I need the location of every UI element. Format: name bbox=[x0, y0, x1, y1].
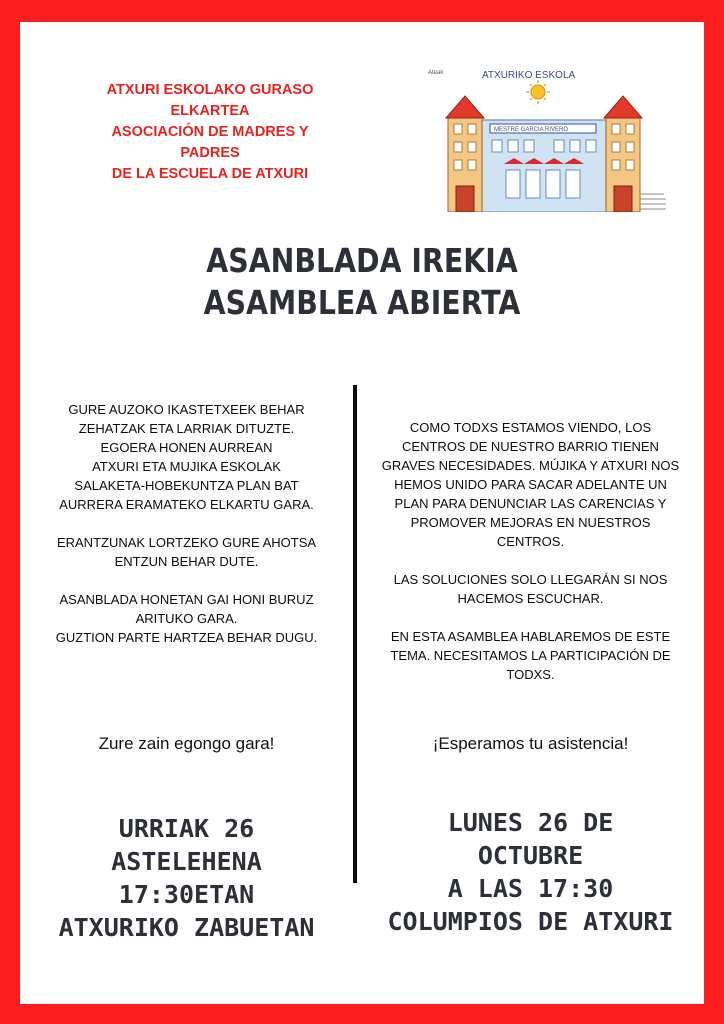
spanish-line: TODXS. bbox=[506, 667, 555, 682]
basque-line: GURE AUZOKO IKASTETXEEK BEHAR bbox=[68, 402, 305, 417]
org-line: ASOCIACIÓN DE MADRES Y bbox=[111, 124, 309, 140]
basque-line: ATXURI ETA MUJIKA ESKOLAK bbox=[92, 459, 281, 474]
basque-line: GUZTION PARTE HARTZEA BEHAR DUGU. bbox=[55, 630, 318, 645]
organization-name bbox=[70, 80, 350, 185]
basque-line: EGOERA HONEN AURREAN bbox=[100, 440, 273, 455]
spanish-info-line: OCTUBRE bbox=[477, 841, 584, 870]
spanish-line: PLAN PARA DENUNCIAR LAS CARENCIAS Y bbox=[394, 496, 667, 511]
spanish-event-info bbox=[357, 806, 704, 938]
basque-line: ASANBLADA HONETAN GAI HONI BURUZ bbox=[59, 592, 314, 607]
basque-event-info bbox=[20, 812, 353, 944]
spanish-line: CENTROS DE NUESTRO BARRIO TIENEN bbox=[402, 439, 659, 454]
spanish-line bbox=[357, 608, 704, 627]
basque-line: ENTZUN BEHAR DUTE. bbox=[114, 554, 259, 569]
org-line: DE LA ESCUELA DE ATXURI bbox=[111, 166, 309, 182]
school-drawing bbox=[420, 62, 668, 212]
page-title bbox=[68, 240, 656, 324]
spanish-line: GRAVES NECESIDADES. MÚJIKA Y ATXURI NOS bbox=[381, 458, 680, 473]
spanish-line: LAS SOLUCIONES SOLO LLEGARÁN SI NOS bbox=[393, 572, 668, 587]
sun bbox=[526, 80, 550, 104]
basque-line: ZEHATZAK ETA LARRIAK DITUZTE. bbox=[78, 421, 295, 436]
spanish-info-line: COLUMPIOS DE ATXURI bbox=[387, 907, 674, 936]
org-line: PADRES bbox=[180, 145, 240, 161]
spanish-line: HEMOS UNIDO PARA SACAR ADELANTE UN bbox=[394, 477, 667, 492]
title-basque: ASANBLADA IREKIA bbox=[206, 241, 518, 280]
basque-line: ARITUKO GARA. bbox=[135, 611, 238, 626]
basque-info-line: 17:30ETAN bbox=[118, 880, 255, 909]
org-line: ELKARTEA bbox=[170, 103, 250, 119]
basque-line: AURRERA ERAMATEKO ELKARTU GARA. bbox=[59, 497, 314, 512]
spanish-line: TEMA. NECESITAMOS LA PARTICIPACIÓN DE bbox=[390, 648, 671, 663]
spanish-line bbox=[357, 551, 704, 570]
small-note-text: Ateak bbox=[428, 70, 444, 76]
school-banner-text: MESTRE GARCIA RIVERO bbox=[494, 127, 569, 133]
spanish-info-line: LUNES 26 DE bbox=[447, 808, 614, 837]
org-line: ATXURI ESKOLAKO GURASO bbox=[106, 82, 314, 98]
basque-info-line: URRIAK 26 bbox=[118, 814, 255, 843]
basque-line: ERANTZUNAK LORTZEKO GURE AHOTSA bbox=[56, 535, 317, 550]
basque-line bbox=[20, 514, 353, 533]
basque-line: SALAKETA-HOBEKUNTZA PLAN BAT bbox=[74, 478, 299, 493]
poster bbox=[20, 22, 704, 1004]
spanish-line: HACEMOS ESCUCHAR. bbox=[457, 591, 604, 606]
basque-info-line: ATXURIKO ZABUETAN bbox=[58, 913, 315, 942]
spanish-info-line: A LAS 17:30 bbox=[447, 874, 614, 903]
basque-closing: Zure zain egongo gara! bbox=[98, 734, 275, 753]
spanish-closing: ¡Esperamos tu asistencia! bbox=[432, 734, 629, 753]
title-spanish: ASAMBLEA ABIERTA bbox=[203, 283, 521, 322]
school-sign-text: ATXURIKO ESKOLA bbox=[482, 70, 576, 81]
spanish-line: CENTROS. bbox=[496, 534, 565, 549]
spanish-line: COMO TODXS ESTAMOS VIENDO, LOS bbox=[409, 420, 652, 435]
basque-info-line: ASTELEHENA bbox=[111, 847, 262, 876]
basque-line bbox=[20, 571, 353, 590]
basque-text-block bbox=[20, 400, 353, 647]
spanish-line: PROMOVER MEJORAS EN NUESTROS bbox=[410, 515, 651, 530]
spanish-text-block bbox=[357, 418, 704, 684]
spanish-line: EN ESTA ASAMBLEA HABLAREMOS DE ESTE bbox=[390, 629, 671, 644]
